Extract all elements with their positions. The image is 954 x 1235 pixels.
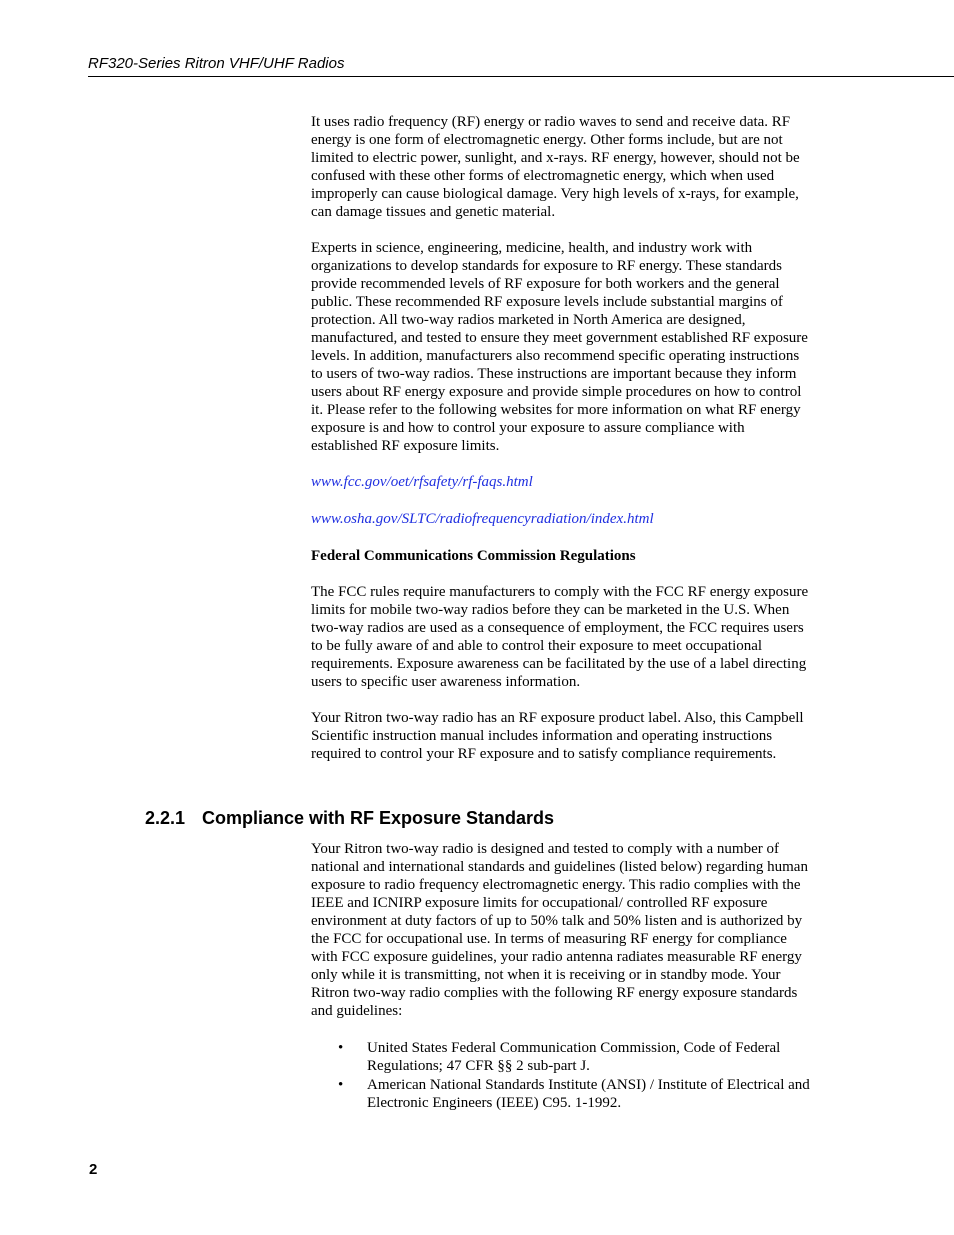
running-header: RF320-Series Ritron VHF/UHF Radios (88, 55, 345, 72)
paragraph-rf-energy (311, 113, 811, 221)
section-title: Compliance with RF Exposure Standards (202, 808, 555, 828)
link-osha-rf-radiation[interactable]: www.osha.gov/SLTC/radiofrequencyradiation/index.html (311, 511, 654, 527)
paragraph-text: It uses radio frequency (RF) energy or radio waves to send and receive data. RF energy is one form of electromagnetic energy. Other forms include, but are not limited to electric power, sunlight, and x-rays. RF energy, however, should not be confused with these other forms of electromagnetic energy, which when used improperly can cause biological damage. Very high levels of x-rays, for example, can damage tissues and genetic material. (311, 114, 800, 220)
list-item (311, 1076, 811, 1112)
paragraph-text: The FCC rules require manufacturers to comply with the FCC RF energy exposure limits for mobile two-way radios before they can be marketed in the U.S. When two-way radios are used as a consequence of employment, the FCC requires users to be fully aware of and able to control their exposure to meet occupational requirements. Exposure awareness can be facilitated by the use of a label directing users to specific user awareness information. (311, 584, 809, 690)
link-fcc-rf-faqs[interactable]: www.fcc.gov/oet/rfsafety/rf-faqs.html (311, 474, 533, 490)
list-item-text: American National Standards Institute (ANSI) / Institute of Electrical and Electronic Engineers (IEEE) C95. 1-1992. (367, 1077, 810, 1111)
link-osha-row (311, 510, 811, 528)
section-number: 2.2.1 (145, 808, 186, 828)
link-fcc-row (311, 473, 811, 491)
bullet-icon: • (338, 1077, 344, 1093)
bullet-icon: • (338, 1040, 344, 1056)
paragraph-compliance (311, 840, 811, 1020)
page-number: 2 (89, 1161, 98, 1178)
paragraph-fcc-rules (311, 583, 811, 691)
paragraph-text: Your Ritron two-way radio has an RF exposure product label. Also, this Campbell Scientific instruction manual includes information and operating instructions required to control your RF exposure and to satisfy compliance requirements. (311, 710, 804, 762)
paragraph-text: Experts in science, engineering, medicine, health, and industry work with organizations to develop standards for exposure to RF energy. These standards provide recommended levels of RF exposure for both workers and the general public. These recommended RF exposure levels include substantial margins of protection. All two-way radios marketed in North America are designed, manufactured, and tested to ensure they meet government established RF exposure levels. In addition, manufacturers also recommend specific operating instructions to users of two-way radios. These instructions are important because they inform users about RF energy exposure and provide simple procedures on how to control it. Please refer to the following websites for more information on what RF energy exposure is and how to control your exposure to assure compliance with established RF exposure limits. (311, 240, 808, 454)
paragraph-ritron-label (311, 709, 811, 763)
standards-list (311, 1039, 811, 1113)
list-item (311, 1039, 811, 1075)
header-rule (88, 76, 954, 77)
paragraph-text: Your Ritron two-way radio is designed and tested to comply with a number of national and international standards and guidelines (listed below) regarding human exposure to radio frequency electromagnetic energy. This radio complies with the IEEE and ICNIRP exposure limits for occupational/ controlled RF exposure environment at duty factors of up to 50% talk and 50% listen and is authorized by the FCC for occupational use. In terms of measuring RF energy for compliance with FCC exposure guidelines, your radio antenna radiates measurable RF energy only while it is transmitting, not when it is receiving or in standby mode. Your Ritron two-way radio complies with the following RF energy exposure standards and guidelines: (311, 841, 808, 1019)
section-heading (145, 808, 554, 829)
subheading-fcc-regulations (311, 547, 811, 565)
paragraph-experts (311, 239, 811, 455)
subheading-text: Federal Communications Commission Regulations (311, 548, 636, 564)
list-item-text: United States Federal Communication Commission, Code of Federal Regulations; 47 CFR §§ 2 sub-part J. (367, 1040, 781, 1074)
